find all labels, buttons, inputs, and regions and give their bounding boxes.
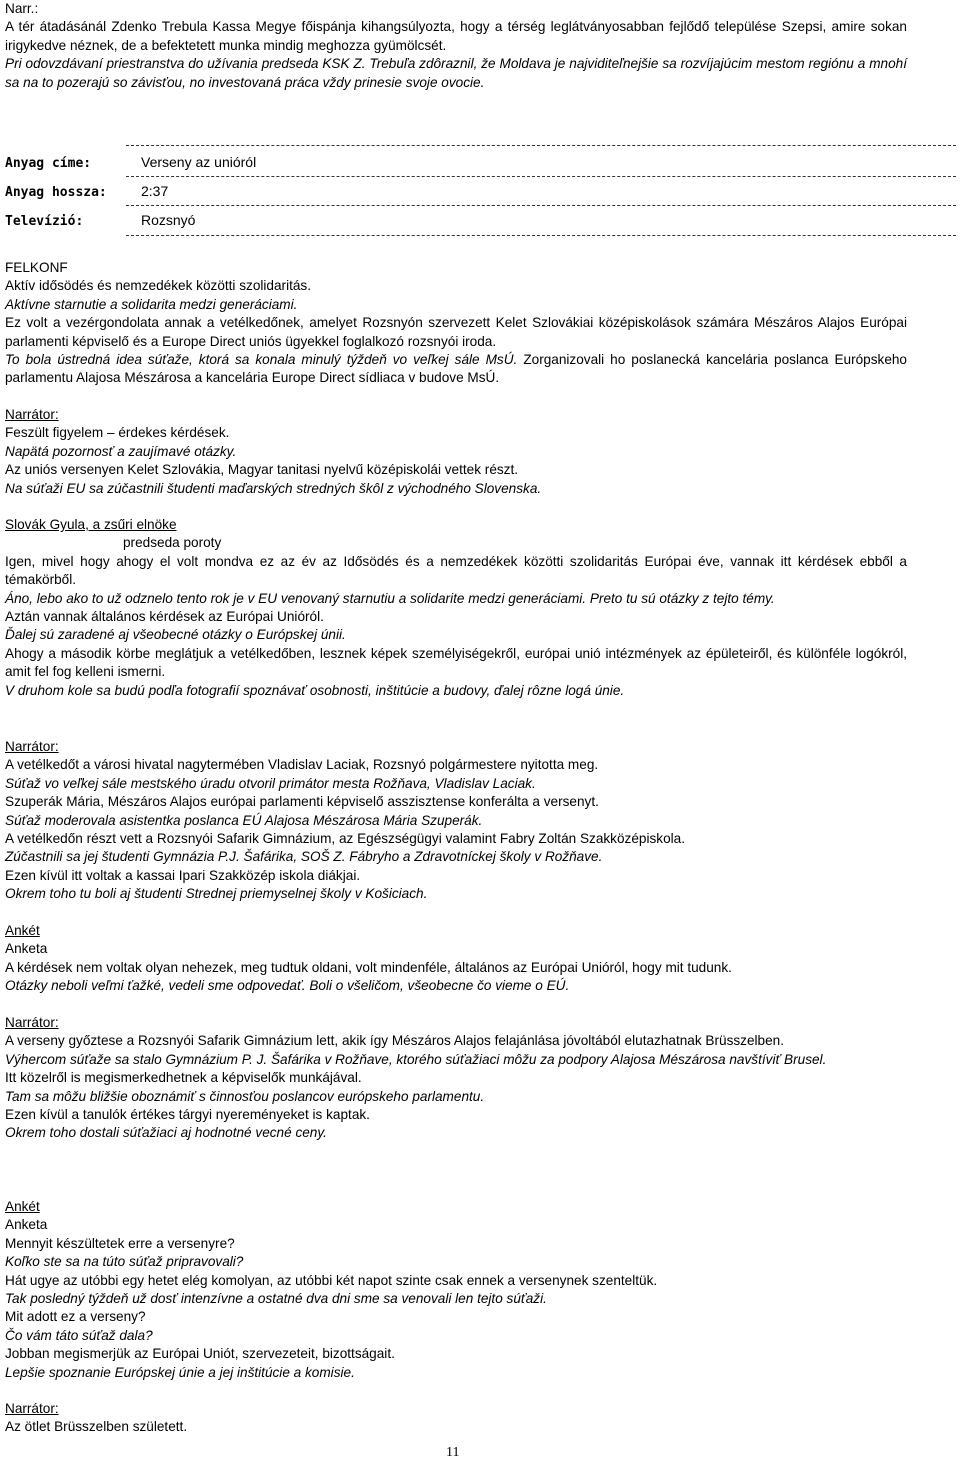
s1-line-1: Aktív idősödés és nemzedékek közötti szolidaritás. <box>5 278 312 294</box>
meta-tv-value: Rozsnyó <box>141 212 196 228</box>
s1-line-3: Ez volt a vezérgondolata annak a vetélkedőnek, amelyet Rozsnyón szervezett Kelet Szlovákiai középiskolások számára Mészáros Alajos Európai parlamenti képviselő és a Europe Direct uniós ügyekkel foglalkozó rozsnyói iroda. <box>5 315 907 349</box>
s3-line-6: V druhom kole sa budú podľa fotografií spoznávať osobnosti, inštitúcie a budovy, ďalej rôzne logá únie. <box>5 682 625 698</box>
s7-line-5: Mit adott ez a verseny? <box>5 1309 146 1325</box>
meta-separator-1 <box>126 176 956 177</box>
meta-tv-label: Televízió: <box>5 214 84 229</box>
s5-line-1: A kérdések nem voltak olyan nehezek, meg tudtuk oldani, volt mindenféle, általános az Európai Unióról, hogy mit tudunk. <box>5 959 732 975</box>
s7-line-7: Jobban megismerjük az Európai Uniót, szervezeteit, bizottságait. <box>5 1346 395 1362</box>
s1-line-4-rest: Zorganizovali ho poslanecká kancelária poslanca Európskeho parlamentu Alajosa Mészárosa a kancelária Europe Direct sídliaca v budove MsÚ. <box>5 352 907 386</box>
jury-speaker-role: predseda poroty <box>123 535 222 551</box>
felkonf-heading: FELKONF <box>5 260 68 275</box>
s4-line-3: Szuperák Mária, Mészáros Alajos európai parlamenti képviselő asszisztense konferálta a versenyt. <box>5 794 599 810</box>
s1-line-4-italic: To bola ústredná idea súťaže, ktorá sa konala minulý týždeň vo veľkej sále MsÚ. <box>5 352 518 368</box>
section-felkonf <box>5 259 907 388</box>
meta-separator-bottom <box>126 235 956 236</box>
meta-separator-2 <box>126 205 956 206</box>
intro-hu-text: A tér átadásánál Zdenko Trebula Kassa Megye főispánja kihangsúlyozta, hogy a térség leglátványosabban fejlődő települése Szepsi, amire sokan irigykedve néznek, de a befektetett munka mindig meghozza gyümölcsét. <box>5 19 907 53</box>
s6-line-4: Tam sa môžu bližšie oboznámiť s činnosťou poslancov európskeho parlamentu. <box>5 1088 485 1104</box>
meta-title-value: Verseny az unióról <box>141 154 257 170</box>
s3-line-4: Ďalej sú zaradené aj všeobecné otázky o Európskej únii. <box>5 627 346 643</box>
page-number: 11 <box>446 1445 460 1460</box>
s7-line-4: Tak posledný týždeň už dosť intenzívne a ostatné dva dni sme sa venovali len tejto súťaži. <box>5 1291 547 1307</box>
s4-line-7: Ezen kívül itt voltak a kassai Ipari Szakközép iskola diákjai. <box>5 867 361 883</box>
s2-line-3: Az uniós versenyen Kelet Szlovákia, Magyar tanitasi nyelvű középiskolái vettek részt. <box>5 462 519 478</box>
s6-line-1: A verseny győztese a Rozsnyói Safarik Gimnázium lett, akik így Mészáros Alajos felajánlása jóvoltából elutazhatnak Brüsszelben. <box>5 1033 785 1049</box>
section-narrator-4 <box>5 1400 907 1437</box>
s3-line-1: Igen, mivel hogy ahogy el volt mondva ez az év az Idősödés és a nemzedékek közötti szolidaritás Európai éve, vannak itt kérdések ebből a témakörből. <box>5 553 907 588</box>
s1-line-2: Aktívne starnutie a solidarita medzi generáciami. <box>5 296 298 312</box>
s6-line-3: Itt közelről is megismerkedhetnek a képviselők munkájával. <box>5 1070 362 1086</box>
section-narrator-1 <box>5 406 907 498</box>
jury-speaker-name: Slovák Gyula, a zsűri elnöke <box>5 517 177 532</box>
s6-line-2: Výhercom súťaže sa stalo Gymnázium P. J. Šafárika v Rožňave, ktorého súťažiaci môžu za podpory Alajosa Mészárosa navštíviť Brusel. <box>5 1051 827 1067</box>
s6-line-5: Ezen kívül a tanulók értékes tárgyi nyereményeket is kaptak. <box>5 1107 370 1123</box>
s3-line-2: Áno, lebo ako to už odznelo tento rok je v EU venovaný starnutiu a solidarite medzi generáciami. Preto tu sú otázky z tejto témy. <box>5 590 775 606</box>
s8-line-1: Az ötlet Brüsszelben született. <box>5 1419 188 1435</box>
s1-line-4 <box>5 351 907 388</box>
s4-line-4: Súťaž moderovala asistentka poslanca EÚ Alajosa Mészárosa Mária Szuperák. <box>5 812 483 828</box>
intro-label: Narr.: <box>5 1 39 16</box>
s4-line-2: Súťaž vo veľkej sále mestského úradu otvoril primátor mesta Rožňava, Vladislav Laciak. <box>5 775 536 791</box>
meta-length-label: Anyag hossza: <box>5 185 107 200</box>
s4-line-8: Okrem toho tu boli aj študenti Strednej priemyselnej školy v Košiciach. <box>5 886 428 902</box>
s4-line-1: A vetélkedőt a városi hivatal nagytermében Vladislav Laciak, Rozsnyó polgármestere nyitotta meg. <box>5 757 599 773</box>
intro-block <box>5 0 907 92</box>
s7-line-3: Hát ugye az utóbbi egy hetet elég komolyan, az utóbbi két napot szinte csak ennek a versenynek szenteltük. <box>5 1272 658 1288</box>
narrator-heading-4: Narrátor: <box>5 1401 59 1416</box>
intro-sk-text: Pri odovzdávaní priestranstva do užívania predseda KSK Z. Trebuľa zdôraznil, že Moldava je najviditeľnejšie sa rozvíjajúcim mestom regiónu a mnohí sa na to pozerajú so závisťou, no investovaná práca vždy prinesie svoje ovocie. <box>5 56 907 90</box>
s3-line-5: Ahogy a második körbe meglátjuk a vetélkedőben, lesznek képek személyiségekről, európai unió intézmények az épületeiről, és különféle logókról, amit fel fog kelleni ismerni. <box>5 645 907 680</box>
s7-line-1: Mennyit készültetek erre a versenyre? <box>5 1235 235 1251</box>
s7-line-8: Lepšie spoznanie Európskej únie a jej inštitúcie a komisie. <box>5 1364 355 1380</box>
meta-separator-top <box>126 145 956 146</box>
s2-line-2: Napätá pozornosť a zaujímavé otázky. <box>5 443 237 459</box>
section-jury <box>5 516 907 700</box>
s6-line-6: Okrem toho dostali súťažiaci aj hodnotné vecné ceny. <box>5 1125 327 1141</box>
meta-title-label: Anyag címe: <box>5 156 92 171</box>
meta-length-value: 2:37 <box>141 183 169 199</box>
s3-line-3: Aztán vannak általános kérdések az Európai Unióról. <box>5 609 324 625</box>
survey-heading-1: Ankét <box>5 923 40 938</box>
s2-line-1: Feszült figyelem – érdekes kérdések. <box>5 425 230 441</box>
survey-heading-2: Ankét <box>5 1199 40 1214</box>
narrator-heading-2: Narrátor: <box>5 739 59 754</box>
section-narrator-2 <box>5 738 907 904</box>
s4-line-5: A vetélkedőn részt vett a Rozsnyói Safarik Gimnázium, az Egészségügyi valamint Fabry Zoltán Szakközépiskola. <box>5 831 685 847</box>
section-survey-1 <box>5 922 907 996</box>
section-narrator-3 <box>5 1014 907 1143</box>
s2-line-4: Na súťaži EU sa zúčastnili študenti maďarských stredných škôl z východného Slovenska. <box>5 480 542 496</box>
survey-subheading-2: Anketa <box>5 1217 48 1233</box>
s4-line-6: Zúčastnili sa jej študenti Gymnázia P.J. Šafárika, SOŠ Z. Fábryho a Zdravotníckej školy v Rožňave. <box>5 849 603 865</box>
section-survey-2 <box>5 1198 907 1382</box>
narrator-heading-1: Narrátor: <box>5 407 59 422</box>
narrator-heading-3: Narrátor: <box>5 1015 59 1030</box>
s7-line-2: Koľko ste sa na túto súťaž pripravovali? <box>5 1254 244 1270</box>
survey-subheading-1: Anketa <box>5 941 48 957</box>
s5-line-2: Otázky neboli veľmi ťažké, vedeli sme odpovedať. Boli o všeličom, všeobecne čo vieme o EÚ. <box>5 978 570 994</box>
s7-line-6: Čo vám táto súťaž dala? <box>5 1327 153 1343</box>
